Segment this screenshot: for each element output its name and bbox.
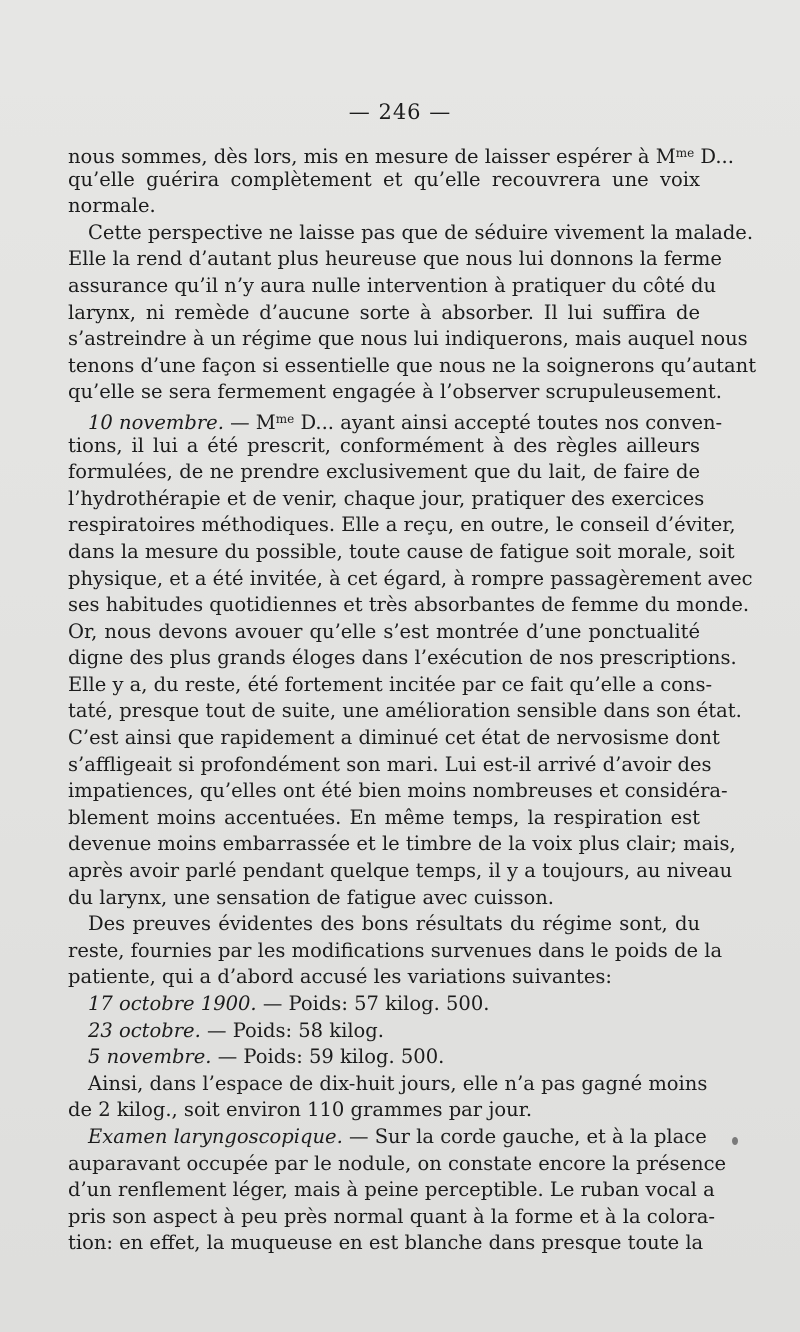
paragraph — [68, 1071, 708, 1124]
text-line — [68, 406, 723, 434]
text-line — [68, 220, 754, 247]
text-run: dans la mesure du possible, toute cause de fatigue soit morale, soit — [68, 539, 735, 563]
paragraph — [68, 406, 753, 911]
text-line — [68, 1097, 700, 1124]
text-run: — Poids: 58 kilog. — [200, 1018, 384, 1042]
text-line — [68, 379, 722, 406]
text-line — [68, 672, 713, 699]
text-line — [68, 805, 700, 832]
text-line — [68, 353, 757, 380]
text-run: respiratoires méthodiques. Elle a reçu, en outre, le conseil d’éviter, — [68, 513, 736, 537]
text-line — [68, 885, 700, 912]
text-line — [68, 1177, 715, 1204]
text-body — [68, 140, 757, 1257]
text-line — [68, 911, 700, 938]
text-run: digne des plus grands éloges dans l’exécution de nos prescriptions. — [68, 646, 737, 670]
text-run: patiente, qui a d’abord accusé les variations suivantes: — [68, 965, 613, 989]
text-run: de 2 kilog., soit environ 110 grammes par jour. — [68, 1098, 533, 1122]
text-run: formulées, de ne prendre exclusivement que du lait, de faire de — [68, 460, 700, 484]
text-line — [68, 991, 700, 1018]
text-run: C’est ainsi que rapidement a diminué cet état de nervosisme dont — [68, 726, 720, 750]
text-run: — M — [223, 410, 276, 434]
text-run: s’astreindre à un régime que nous lui indiquerons, mais auquel nous — [68, 327, 748, 351]
text-line — [68, 858, 733, 885]
paragraph — [68, 911, 723, 991]
text-run: normale. — [68, 194, 156, 218]
text-line — [68, 592, 750, 619]
text-run: tions, il lui a été prescrit, conformément à des règles ailleurs — [68, 433, 700, 457]
text-run: du larynx, une sensation de fatigue avec cuisson. — [68, 885, 555, 909]
paragraph — [68, 1124, 727, 1257]
text-line — [68, 1230, 704, 1257]
text-line — [68, 140, 734, 168]
text-line — [68, 698, 742, 725]
text-line — [68, 326, 748, 353]
text-line — [68, 831, 736, 858]
text-line — [68, 167, 700, 194]
text-run: qu’elle guérira complètement et qu’elle recouvrera une voix — [68, 167, 700, 191]
italic-run: 23 octobre. — [88, 1018, 201, 1042]
text-run: physique, et a été invitée, à cet égard, à rompre passagèrement avec — [68, 566, 753, 590]
text-run: blement moins accentuées. En même temps, la respiration est — [68, 805, 700, 829]
paragraph — [68, 1044, 700, 1071]
text-line — [68, 273, 717, 300]
text-run: tenons d’une façon si essentielle que nous ne la soignerons qu’autant — [68, 353, 757, 377]
italic-run: 17 octobre 1900. — [88, 992, 257, 1015]
text-line — [68, 778, 728, 805]
text-line — [68, 752, 712, 779]
text-run: Cette perspective ne laisse pas que de séduire vivement la malade. — [88, 220, 754, 244]
paragraph — [68, 1018, 700, 1045]
text-line — [68, 433, 700, 460]
text-line — [68, 512, 736, 539]
italic-run: Examen laryngoscopique. — [88, 1124, 343, 1148]
text-run: d’un renflement léger, mais à peine perceptible. Le ruban vocal a — [68, 1178, 715, 1202]
text-line — [68, 1071, 708, 1098]
text-run: auparavant occupée par le nodule, on constate encore la présence — [68, 1151, 727, 1175]
text-line — [68, 1151, 727, 1178]
text-line — [68, 566, 753, 593]
paragraph — [68, 991, 700, 1018]
text-run: impatiences, qu’elles ont été bien moins nombreuses et considéra- — [68, 779, 728, 803]
text-line — [68, 1204, 715, 1231]
text-run: l’hydrothérapie et de venir, chaque jour, pratiquer des exercices — [68, 486, 705, 510]
text-line — [68, 539, 735, 566]
text-run: assurance qu’il n’y aura nulle intervention à pratiquer du côté du — [68, 273, 717, 297]
text-line — [68, 619, 700, 646]
text-line — [68, 486, 705, 513]
text-run: après avoir parlé pendant quelque temps, il y a toujours, au niveau — [68, 859, 733, 883]
text-run: larynx, ni remède d’aucune sorte à absorber. Il lui suffira de — [68, 300, 700, 324]
text-run: Des preuves évidentes des bons résultats du régime sont, du — [88, 912, 700, 936]
text-run: — Sur la corde gauche, et à la place — [342, 1124, 707, 1148]
text-run: nous sommes, dès lors, mis en mesure de laisser espérer à M — [68, 145, 676, 168]
text-line — [68, 964, 700, 991]
paragraph — [68, 140, 734, 220]
text-line — [68, 1124, 707, 1151]
text-run: Ainsi, dans l’espace de dix-huit jours, elle n’a pas gagné moins — [88, 1071, 708, 1095]
text-run: pris son aspect à peu près normal quant à la forme et à la colora- — [68, 1204, 715, 1228]
text-run: D... ayant ainsi accepté toutes nos conven- — [294, 410, 723, 434]
text-run: ses habitudes quotidiennes et très absorbantes de femme du monde. — [68, 593, 750, 617]
text-run: — Poids: 59 kilog. 500. — [211, 1045, 445, 1069]
text-run: Elle y a, du reste, été fortement incitée par ce fait qu’elle a cons- — [68, 672, 713, 696]
text-run: — Poids: 57 kilog. 500. — [256, 992, 490, 1015]
superscript: me — [675, 146, 695, 160]
text-run: s’affligeait si profondément son mari. Lui est-il arrivé d’avoir des — [68, 752, 712, 776]
italic-run: 5 novembre. — [88, 1045, 212, 1069]
text-run: Elle la rend d’autant plus heureuse que nous lui donnons la ferme — [68, 247, 722, 271]
text-run: tion: en effet, la muqueuse en est blanche dans presque toute la — [68, 1231, 704, 1255]
text-line — [68, 1044, 700, 1071]
text-line — [68, 1018, 700, 1045]
text-run: taté, presque tout de suite, une amélioration sensible dans son état. — [68, 699, 742, 723]
text-line — [68, 246, 722, 273]
text-line — [68, 725, 720, 752]
superscript: me — [275, 411, 295, 426]
text-run: devenue moins embarrassée et le timbre de la voix plus clair; mais, — [68, 832, 736, 856]
text-line — [68, 193, 700, 220]
italic-run: 10 novembre. — [88, 410, 224, 434]
text-line — [68, 300, 700, 327]
text-run: D... — [694, 145, 734, 168]
text-line — [68, 459, 700, 486]
text-line — [68, 938, 723, 965]
paragraph — [68, 220, 757, 406]
text-run: qu’elle se sera fermement engagée à l’observer scrupuleusement. — [68, 380, 722, 404]
text-line — [68, 645, 737, 672]
page-number: — 246 — — [348, 100, 452, 124]
text-run: Or, nous devons avouer qu’elle s’est montrée d’une ponctualité — [68, 619, 700, 643]
ink-speck — [732, 1137, 738, 1145]
text-run: reste, fournies par les modifications survenues dans le poids de la — [68, 938, 723, 962]
